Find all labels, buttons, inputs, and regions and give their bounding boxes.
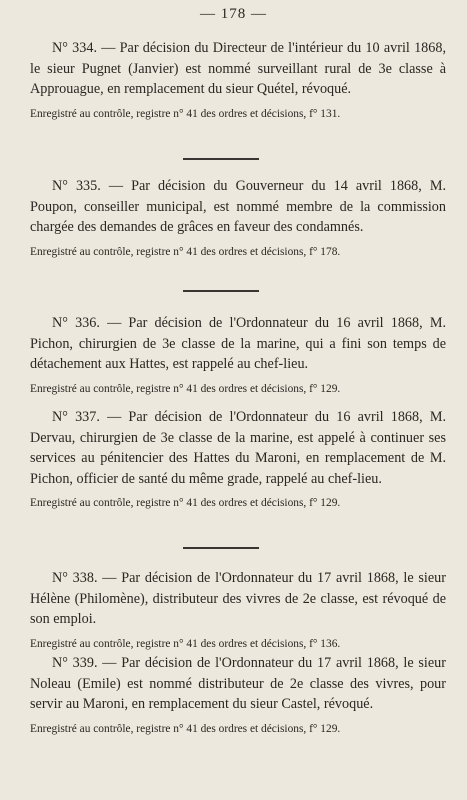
decision-text: N° 337. — Par décision de l'Ordonnateur du 16 avril 1868, M. Dervau, chirurgien de 3e classe de la marine, est appelé à continuer ses services au pénitencier des Hattes du Maroni, en remplacement de M. Pichon, officier de santé du même grade, rappelé au chef-lieu. xyxy=(30,409,446,487)
decision-text: N° 334. — Par décision du Directeur de l'intérieur du 10 avril 1868, le sieur Pugnet (Janvier) est nommé surveillant rural de 3e classe à Approuague, en remplacement du sieur Quétel, révoqué. xyxy=(30,40,446,97)
section-divider xyxy=(183,158,259,160)
decision-text: N° 335. — Par décision du Gouverneur du 14 avril 1868, M. Poupon, conseiller municipal, est nommé membre de la commission chargée des demandes de grâces en faveur des condamnés. xyxy=(30,178,446,235)
decision-entry-337 xyxy=(30,407,446,511)
section-divider xyxy=(183,547,259,549)
registry-note: Enregistré au contrôle, registre n° 41 des ordres et décisions, f° 131. xyxy=(30,107,341,120)
decision-entry-335 xyxy=(30,176,446,260)
registry-note: Enregistré au contrôle, registre n° 41 des ordres et décisions, f° 178. xyxy=(30,245,341,258)
section-divider xyxy=(183,290,259,292)
decision-text: N° 336. — Par décision de l'Ordonnateur du 16 avril 1868, M. Pichon, chirurgien de 3e classe de la marine, qui a fini son temps de détachement aux Hattes, est rappelé au chef-lieu. xyxy=(30,315,446,372)
registry-note: Enregistré au contrôle, registre n° 41 des ordres et décisions, f° 136. xyxy=(30,637,341,650)
registry-note: Enregistré au contrôle, registre n° 41 des ordres et décisions, f° 129. xyxy=(30,497,341,509)
decision-entry-336 xyxy=(30,313,446,397)
decision-entry-339 xyxy=(30,653,446,737)
decision-entry-334 xyxy=(30,38,446,122)
decision-entry-338 xyxy=(30,568,446,652)
decision-text: N° 338. — Par décision de l'Ordonnateur du 17 avril 1868, le sieur Hélène (Philomène), distributeur des vivres de 2e classe, est révoqué de son emploi. xyxy=(30,570,446,627)
page-number: — 178 — xyxy=(200,6,267,22)
decision-text: N° 339. — Par décision de l'Ordonnateur du 17 avril 1868, le sieur Noleau (Emile) est nommé distributeur de 2e classe des vivres, pour servir au Maroni, en remplacement du sieur Castel, révoqué. xyxy=(30,655,446,712)
registry-note: Enregistré au contrôle, registre n° 41 des ordres et décisions, f° 129. xyxy=(30,722,341,735)
registry-note: Enregistré au contrôle, registre n° 41 des ordres et décisions, f° 129. xyxy=(30,382,341,395)
